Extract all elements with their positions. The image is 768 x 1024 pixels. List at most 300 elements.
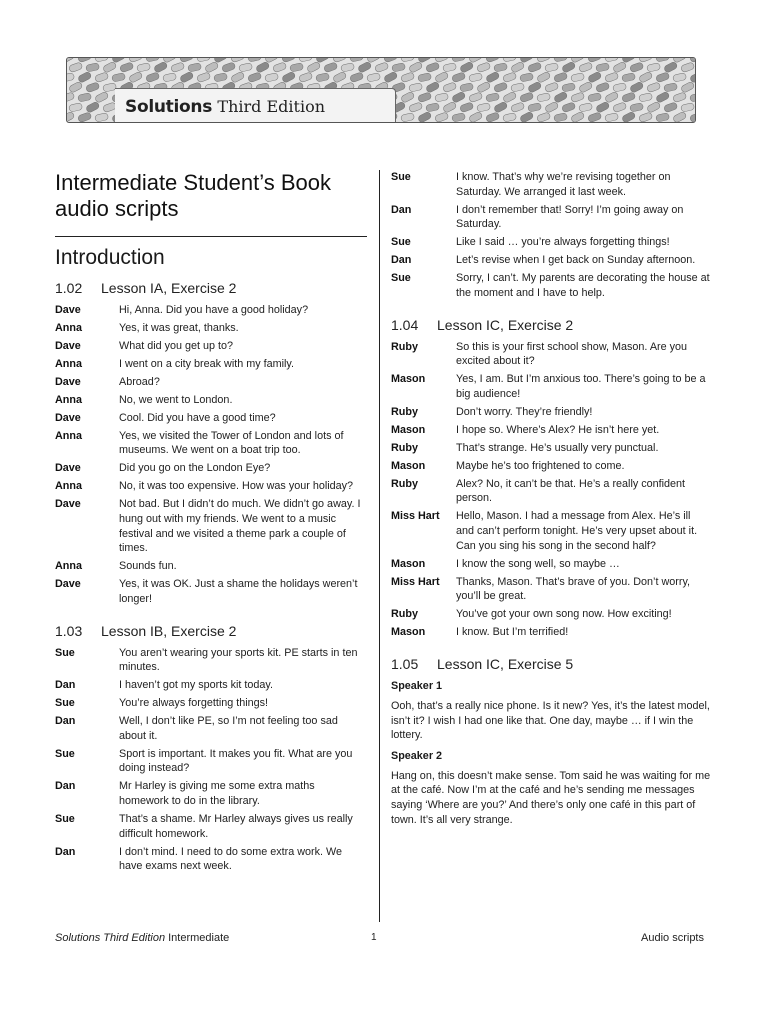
- pattern-pill: [622, 73, 636, 83]
- dialogue-line: [391, 423, 711, 438]
- dialogue-text: I went on a city break with my family.: [119, 357, 295, 370]
- pattern-pill: [553, 91, 568, 103]
- speaker-paragraph: Hang on, this doesn’t make sense. Tom said he was waiting for me at the café. Now I’m at the café and he’s sending me messages saying ‘Where are you?’ And there’s only one café in this part of town. It’s all very strange.: [391, 769, 711, 826]
- speaker-name: Anna: [55, 393, 82, 406]
- pattern-pill: [230, 71, 245, 83]
- speaker-name: Sue: [55, 646, 75, 659]
- speaker-name: Miss Hart: [391, 575, 440, 588]
- pattern-pill: [418, 73, 432, 83]
- pattern-pill: [621, 92, 636, 103]
- dialogue-text: No, we went to London.: [119, 393, 233, 406]
- pattern-pill: [680, 62, 695, 73]
- speaker-name: Dan: [55, 780, 76, 793]
- dialogue-line: [55, 646, 367, 675]
- pattern-pill: [400, 72, 415, 83]
- pattern-pill: [587, 112, 602, 122]
- pattern-pill: [367, 73, 381, 83]
- pattern-pill: [630, 103, 644, 113]
- pattern-pill: [638, 71, 653, 83]
- pattern-pill: [646, 101, 661, 113]
- pattern-pill: [214, 73, 228, 83]
- dialogue-line: [55, 393, 367, 408]
- pattern-pill: [595, 101, 610, 113]
- pattern-pill: [332, 58, 347, 63]
- pattern-pill: [442, 101, 457, 113]
- speaker-label: Speaker 1: [391, 680, 443, 693]
- pattern-pill: [452, 113, 466, 122]
- dialogue-line: [55, 779, 367, 808]
- dialogue-line: [55, 714, 367, 743]
- speaker-name: Miss Hart: [391, 510, 440, 523]
- speaker-name: Sue: [391, 236, 411, 249]
- pattern-pill: [401, 58, 415, 62]
- pattern-pill: [425, 62, 440, 73]
- dialogue-text: That’s strange. He’s usually very punctual.: [456, 441, 659, 454]
- pattern-pill: [128, 58, 143, 63]
- speaker-name: Dave: [55, 375, 81, 388]
- pattern-pill: [281, 71, 296, 83]
- pattern-pill: [408, 61, 423, 73]
- pattern-pill: [485, 71, 500, 83]
- dialogue-text: Not bad. But I didn’t do much. We didn’t go away. I hung out with my friends. We went to a music festival and we visited a theme park a couple of times.: [119, 498, 361, 555]
- dialogue-line: [391, 509, 711, 553]
- dialogue-text: I don’t mind. I need to do some extra work. We have exams next week.: [119, 845, 343, 873]
- pattern-pill: [451, 91, 466, 103]
- speaker-name: Ruby: [391, 405, 418, 418]
- pattern-pill: [663, 61, 678, 73]
- pattern-pill: [605, 58, 619, 62]
- pattern-pill: [536, 58, 551, 63]
- pattern-pill: [239, 63, 253, 73]
- pattern-pill: [604, 91, 619, 103]
- pattern-pill: [409, 83, 423, 93]
- pattern-pill: [571, 73, 585, 83]
- pattern-pill: [67, 73, 75, 83]
- pattern-pill: [179, 58, 194, 63]
- pattern-pill: [179, 71, 194, 83]
- speaker-name: Anna: [55, 429, 82, 442]
- lesson-block: [391, 316, 711, 640]
- pattern-pill: [230, 58, 245, 63]
- pattern-pill: [137, 63, 151, 73]
- pattern-pill: [170, 62, 185, 73]
- pattern-pill: [434, 58, 449, 63]
- pattern-pill: [578, 62, 593, 73]
- dialogue-text: I know. But I’m terrified!: [456, 626, 569, 639]
- dialogue-line: [55, 303, 367, 318]
- pattern-pill: [502, 91, 517, 103]
- page-number: 1: [371, 932, 377, 943]
- pattern-pill: [680, 81, 695, 93]
- pattern-pill: [664, 83, 678, 93]
- pattern-pill: [536, 112, 551, 122]
- pattern-pill: [349, 72, 364, 83]
- dialogue-text: Sorry, I can’t. My parents are decorating the house at the moment and I have to help.: [456, 272, 710, 299]
- pattern-pill: [646, 82, 661, 93]
- right-lessons: [391, 316, 711, 640]
- lesson-title: Lesson IC, Exercise 5: [437, 656, 574, 673]
- dialogue-text: No, it was too expensive. How was your holiday?: [119, 480, 354, 493]
- pattern-pill: [638, 112, 653, 122]
- pattern-pill: [281, 58, 296, 63]
- lesson-number: 1.03: [55, 622, 83, 639]
- speaker-label: Speaker 2: [391, 749, 443, 762]
- pattern-pill: [553, 72, 568, 83]
- dialogue-text: Cool. Did you have a good time?: [119, 411, 276, 424]
- dialogue-line: [55, 845, 367, 874]
- speaker-name: Dave: [55, 304, 81, 316]
- pattern-pill: [578, 81, 593, 93]
- speaker-name: Mason: [391, 459, 426, 472]
- speaker-name: Sue: [55, 747, 75, 760]
- pattern-pill: [469, 73, 483, 83]
- pattern-pill: [476, 81, 491, 93]
- pattern-pill: [272, 62, 287, 73]
- pattern-pill: [408, 102, 423, 113]
- speaker-name: Dan: [391, 254, 412, 267]
- pattern-pill: [299, 58, 313, 62]
- speaker-name: Dave: [55, 462, 81, 475]
- dialogue-text: Mr Harley is giving me some extra maths homework to do in the library.: [119, 780, 315, 808]
- pattern-pill: [67, 58, 75, 63]
- dialogue-line: [391, 405, 711, 420]
- pattern-pill: [588, 93, 602, 103]
- column-divider: [379, 170, 380, 922]
- pattern-pill: [204, 61, 219, 73]
- pattern-pill: [605, 113, 619, 122]
- dialogue-text: Yes, I am. But I’m anxious too. There’s going to be a big audience!: [456, 373, 706, 400]
- pattern-pill: [383, 71, 398, 83]
- dialogue-text: I don’t remember that! Sorry! I’m going away on Saturday.: [456, 203, 684, 231]
- dialogue-text: Sport is important. It makes you fit. What are you doing instead?: [119, 747, 353, 775]
- pattern-pill: [690, 93, 695, 103]
- speaker-name: Mason: [391, 557, 426, 570]
- dialogue-text: Yes, it was great, thanks.: [119, 321, 239, 334]
- pattern-pill: [112, 73, 126, 83]
- dialogue-line: [391, 557, 711, 572]
- pattern-pill: [85, 101, 100, 113]
- footer-section: Audio scripts: [641, 932, 704, 944]
- title-rule: [55, 236, 367, 237]
- pattern-pill: [77, 112, 92, 122]
- pattern-pill: [332, 71, 347, 83]
- pattern-pill: [485, 58, 500, 63]
- pattern-pill: [503, 113, 517, 122]
- dialogue-text: That’s a shame. Mr Harley always gives us really difficult homework.: [119, 813, 353, 840]
- speaker-name: Mason: [391, 373, 426, 386]
- pattern-pill: [94, 72, 109, 83]
- pattern-pill: [596, 63, 610, 73]
- pattern-pill: [604, 72, 619, 83]
- lesson-number: 1.02: [55, 280, 83, 296]
- pattern-pill: [519, 92, 534, 103]
- title-line-1: Intermediate Student’s Book: [55, 170, 331, 195]
- dialogue-line: [391, 271, 711, 300]
- dialogue-text: Yes, it was OK. Just a shame the holidays weren’t longer!: [119, 578, 358, 605]
- dialogue-line: [391, 203, 711, 232]
- dialogue-text: You’ve got your own song now. How exciting!: [456, 608, 672, 621]
- pattern-pill: [544, 101, 559, 113]
- speaker-name: Sue: [55, 813, 75, 826]
- brand-name: Solutions: [125, 97, 213, 117]
- speaker-name: Anna: [55, 357, 82, 370]
- pattern-pill: [451, 72, 466, 83]
- title-line-2: audio scripts: [55, 196, 179, 221]
- dialogue-text: I know. That’s why we’re revising together on Saturday. We arranged it last week.: [456, 171, 671, 198]
- pattern-pill: [510, 61, 525, 73]
- pattern-pill: [400, 91, 415, 103]
- dialogue-line: [391, 235, 711, 250]
- dialogue-line: [391, 459, 711, 474]
- dialogue-text: Alex? No, it can’t be that. He’s a really confident person.: [456, 477, 686, 505]
- pattern-pill: [537, 93, 551, 103]
- left-lessons: [55, 279, 367, 874]
- dialogue-text: Don’t worry. They’re friendly!: [456, 405, 593, 418]
- pattern-pill: [383, 58, 398, 63]
- pattern-pill: [153, 61, 168, 73]
- pattern-pill: [503, 58, 517, 62]
- pattern-pill: [459, 102, 474, 113]
- dialogue-text: Well, I don’t like PE, so I’m not feeling too sad about it.: [119, 715, 338, 742]
- dialogue-text: You aren’t wearing your sports kit. PE starts in ten minutes.: [119, 646, 358, 674]
- pattern-pill: [357, 61, 372, 73]
- pattern-pill: [341, 63, 355, 73]
- dialogue-text: I hope so. Where’s Alex? He isn’t here yet.: [456, 423, 660, 436]
- footer-series: Solutions Third Edition: [55, 932, 166, 944]
- dialogue-line: [55, 577, 367, 606]
- pattern-pill: [221, 62, 236, 73]
- dialogue-text: I know the song well, so maybe …: [456, 557, 620, 570]
- pattern-pill: [196, 72, 211, 83]
- dialogue-line: [55, 357, 367, 372]
- pattern-pill: [493, 101, 508, 113]
- pattern-pill: [426, 103, 440, 113]
- dialogue-line: [391, 170, 711, 199]
- pattern-pill: [673, 73, 687, 83]
- pattern-pill: [587, 71, 602, 83]
- pattern-pill: [434, 112, 449, 122]
- pattern-pill: [681, 103, 695, 113]
- pattern-pill: [494, 63, 508, 73]
- pattern-pill: [621, 111, 636, 122]
- pattern-pill: [647, 63, 661, 73]
- dialogue-text: Sounds fun.: [119, 560, 177, 573]
- dialogue-line: [55, 812, 367, 841]
- speaker-name: Ruby: [391, 477, 418, 490]
- dialogue-line: [55, 559, 367, 574]
- pattern-pill: [435, 93, 449, 103]
- pattern-pill: [477, 103, 491, 113]
- lesson-number: 1.05: [391, 656, 419, 673]
- pattern-pill: [95, 113, 109, 122]
- speaker-name: Dave: [55, 411, 81, 424]
- pattern-pill: [629, 62, 644, 73]
- pattern-pill: [401, 113, 415, 122]
- pattern-pill: [486, 93, 500, 103]
- pattern-pill: [519, 111, 534, 122]
- dialogue-line: [55, 321, 367, 336]
- dialogue-line: [55, 411, 367, 426]
- pattern-pill: [493, 82, 508, 93]
- pattern-pill: [561, 102, 576, 113]
- pattern-pill: [85, 82, 100, 93]
- pattern-pill: [265, 73, 279, 83]
- banner-title-box: [115, 88, 396, 123]
- pattern-pill: [689, 112, 695, 122]
- speaker-name: Ruby: [391, 608, 418, 621]
- speaker-name: Ruby: [391, 340, 418, 353]
- right-column: [391, 170, 711, 833]
- dialogue-line: [55, 497, 367, 555]
- dialogue-line: [391, 575, 711, 604]
- pattern-pill: [689, 71, 695, 83]
- lesson-heading: [391, 316, 711, 334]
- pattern-pill: [146, 58, 160, 62]
- pattern-pill: [95, 58, 109, 62]
- pattern-pill: [68, 62, 83, 73]
- pattern-pill: [442, 82, 457, 93]
- dialogue-text: Thanks, Mason. That’s brave of you. Don’t worry, you’ll be great.: [456, 575, 691, 603]
- dialogue-text: Yes, we visited the Tower of London and lots of museums. We went on a boat trip too.: [119, 429, 344, 457]
- speaker-name: Mason: [391, 423, 426, 436]
- pattern-pill: [94, 91, 109, 103]
- dialogue-text: You’re always forgetting things!: [119, 697, 269, 710]
- pattern-pill: [562, 83, 576, 93]
- dialogue-line: [55, 678, 367, 693]
- lesson-block: [55, 622, 367, 874]
- speaker-name: Dan: [55, 845, 76, 858]
- dialogue-text: I haven’t got my sports kit today.: [119, 679, 274, 692]
- pattern-pill: [68, 81, 83, 93]
- pattern-pill: [655, 91, 670, 103]
- pattern-pill: [545, 63, 559, 73]
- dialogue-line: [391, 625, 711, 640]
- pattern-pill: [672, 92, 687, 103]
- pattern-pill: [323, 62, 338, 73]
- lesson-title: Lesson IA, Exercise 2: [101, 280, 237, 296]
- pattern-pill: [290, 63, 304, 73]
- pattern-pill: [612, 61, 627, 73]
- speaker-name: Dave: [55, 578, 81, 591]
- pattern-pill: [425, 81, 440, 93]
- speaker-name: Anna: [55, 321, 82, 334]
- pattern-pill: [443, 63, 457, 73]
- pattern-pill: [460, 83, 474, 93]
- dialogue-line: [55, 461, 367, 476]
- dialogue-line: [391, 372, 711, 401]
- pattern-pill: [417, 111, 432, 122]
- lesson-heading: [55, 279, 367, 297]
- pattern-pill: [316, 73, 330, 83]
- pattern-pill: [554, 113, 568, 122]
- dialogue-text: Abroad?: [119, 375, 160, 388]
- pattern-pill: [561, 61, 576, 73]
- pattern-pill: [629, 81, 644, 93]
- dialogue-text: Like I said … you’re always forgetting things!: [456, 236, 670, 249]
- pattern-pill: [67, 92, 75, 103]
- dialogue-line: [55, 479, 367, 494]
- speaker-name: Dan: [391, 203, 412, 216]
- dialogue-line: [391, 477, 711, 506]
- speaker-name: Anna: [55, 560, 82, 573]
- speaker-name: Dan: [55, 679, 76, 692]
- pattern-pill: [298, 72, 313, 83]
- pattern-pill: [119, 62, 134, 73]
- pattern-pill: [639, 93, 653, 103]
- pattern-pill: [188, 63, 202, 73]
- brand-edition: Third Edition: [217, 97, 326, 116]
- pattern-pill: [452, 58, 466, 62]
- pattern-pill: [527, 62, 542, 73]
- left-column: [55, 170, 367, 877]
- speaker-name: Sue: [391, 171, 411, 183]
- pattern-pill: [511, 83, 525, 93]
- dialogue-text: Hi, Anna. Did you have a good holiday?: [119, 304, 309, 316]
- footer-level: Intermediate: [165, 932, 230, 944]
- continued-dialogue: [391, 170, 711, 300]
- pattern-pill: [255, 61, 270, 73]
- pattern-pill: [128, 71, 143, 83]
- pattern-pill: [536, 71, 551, 83]
- pattern-pill: [612, 102, 627, 113]
- speaker-paragraph: Ooh, that’s a really nice phone. Is it new? Yes, it’s the latest model, isn’t it? I wish I had one like that. One day, maybe … if I win the lottery.: [391, 700, 710, 742]
- lesson-title: Lesson IB, Exercise 2: [101, 622, 237, 639]
- dialogue-line: [391, 441, 711, 456]
- pattern-pill: [102, 61, 117, 73]
- dialogue-text: Did you go on the London Eye?: [119, 462, 271, 475]
- pattern-pill: [656, 113, 670, 122]
- pattern-pill: [527, 81, 542, 93]
- pattern-pill: [350, 58, 364, 62]
- pattern-pill: [570, 111, 585, 122]
- pattern-pill: [554, 58, 568, 62]
- pattern-pill: [67, 111, 75, 122]
- speaker-name: Mason: [391, 626, 426, 639]
- pattern-pill: [656, 58, 670, 62]
- pattern-pill: [672, 111, 687, 122]
- dialogue-line: [55, 696, 367, 711]
- lesson-heading: [55, 622, 367, 640]
- pattern-pill: [613, 83, 627, 93]
- pattern-pill: [468, 111, 483, 122]
- pattern-pill: [663, 102, 678, 113]
- pattern-pill: [417, 92, 432, 103]
- speaker-name: Dan: [55, 715, 76, 728]
- dialogue-line: [55, 747, 367, 776]
- header-banner: [66, 57, 696, 123]
- pattern-pill: [69, 103, 83, 113]
- pattern-pill: [459, 61, 474, 73]
- pattern-pill: [510, 102, 525, 113]
- document-title: [55, 170, 367, 222]
- pattern-pill: [248, 58, 262, 62]
- pattern-pill: [544, 82, 559, 93]
- footer-book-title: [55, 932, 229, 944]
- pattern-pill: [468, 92, 483, 103]
- pattern-pill: [77, 71, 92, 83]
- pattern-pill: [247, 72, 262, 83]
- dialogue-text: What did you get up to?: [119, 339, 234, 352]
- lesson-title: Lesson IC, Exercise 2: [437, 316, 574, 333]
- speaker-name: Sue: [391, 272, 411, 285]
- pattern-pill: [374, 62, 389, 73]
- pattern-pill: [78, 93, 92, 103]
- dialogue-text: Hello, Mason. I had a message from Alex. He’s ill and can’t perform tonight. He’s very upset about it. Can you sing his song in the second half?: [456, 510, 698, 552]
- dialogue-line: [55, 429, 367, 458]
- dialogue-line: [391, 253, 711, 268]
- pattern-pill: [197, 58, 211, 62]
- pattern-pill: [306, 61, 321, 73]
